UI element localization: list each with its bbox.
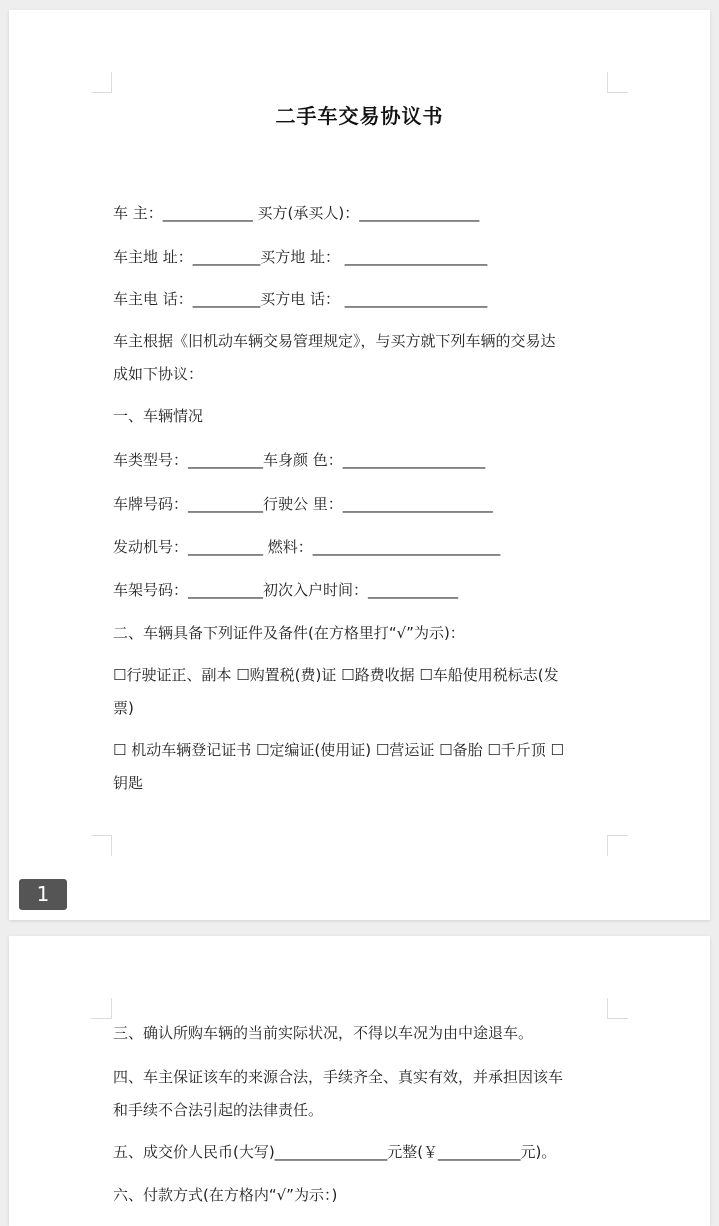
margin-corner-top-right — [607, 998, 628, 1019]
section-heading-vehicle: 一、车辆情况 — [113, 407, 204, 425]
section-four-line-2: 和手续不合法引起的法律责任。 — [113, 1101, 324, 1119]
frame-registration-line: 车架号码：__________初次入户时间：____________ — [113, 581, 459, 599]
margin-corner-bottom-left — [91, 835, 112, 856]
accessories-checklist-line: ☐ 机动车辆登记证书 ☐定编证(使用证) ☐营运证 ☐备胎 ☐千斤顶 ☐ — [113, 741, 564, 759]
phone-line: 车主电 话：_________买方电 话： ___________________ — [113, 290, 488, 308]
page-number-badge[interactable]: 1 — [19, 879, 67, 910]
margin-corner-top-right — [607, 72, 628, 93]
document-page-2 — [9, 936, 710, 1226]
address-line: 车主地 址：_________买方地 址： ___________________ — [113, 248, 488, 266]
margin-corner-top-left — [91, 72, 112, 93]
section-three-line: 三、确认所购车辆的当前实际状况，不得以车况为由中途退车。 — [113, 1024, 534, 1042]
engine-fuel-line: 发动机号：__________ 燃料：_________________________ — [113, 538, 501, 556]
documents-checklist-line: ☐行驶证正、副本 ☐购置税(费)证 ☐路费收据 ☐车船使用税标志(发 — [113, 666, 559, 684]
agreement-intro-line-2: 成如下协议： — [113, 365, 204, 383]
document-title: 二手车交易协议书 — [275, 104, 444, 128]
plate-mileage-line: 车牌号码：__________行驶公 里：____________________ — [113, 495, 493, 513]
section-four-line: 四、车主保证该车的来源合法，手续齐全、真实有效，并承担因该车 — [113, 1068, 564, 1086]
margin-corner-bottom-right — [607, 835, 628, 856]
vehicle-type-line: 车类型号：__________车身颜 色：___________________ — [113, 451, 486, 469]
accessories-checklist-line-2: 钥匙 — [113, 774, 144, 792]
section-five-price-line: 五、成交价人民币(大写)_______________元整(￥___________元)。 — [113, 1143, 557, 1161]
section-six-payment-line: 六、付款方式(在方格内“√”为示：) — [113, 1186, 338, 1204]
agreement-intro-line: 车主根据《旧机动车辆交易管理规定》，与买方就下列车辆的交易达 — [113, 332, 556, 350]
document-page-1 — [9, 10, 710, 920]
section-heading-documents: 二、车辆具备下列证件及备件(在方格里打“√”为示)： — [113, 624, 465, 642]
documents-checklist-line-2: 票) — [113, 699, 134, 717]
seller-buyer-line: 车 主：____________ 买方(承买人)：________________ — [113, 204, 480, 222]
margin-corner-top-left — [91, 998, 112, 1019]
